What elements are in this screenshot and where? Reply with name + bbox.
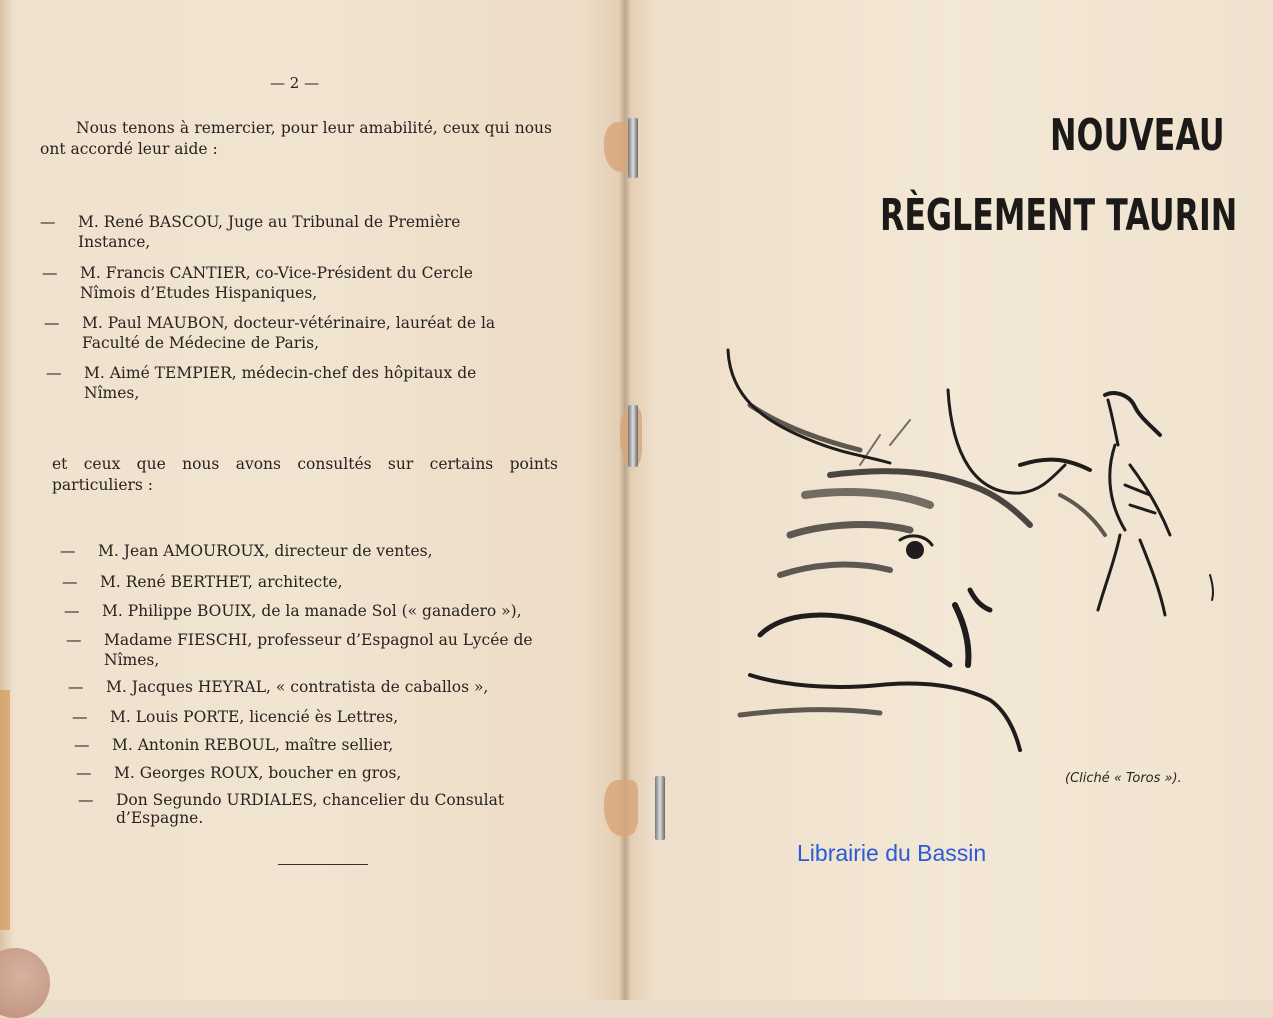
bull-illustration: [720, 345, 1220, 760]
staple-top: [628, 118, 638, 178]
title-line-1: NOUVEAU: [1050, 110, 1225, 161]
title-line-2: RÈGLEMENT TAURIN: [880, 190, 1238, 241]
staple-bottom: [655, 776, 665, 840]
section-divider: [278, 864, 368, 865]
staple-middle: [628, 405, 638, 467]
page-number: — 2 —: [270, 74, 320, 92]
page-edge: [0, 690, 10, 930]
right-page: [625, 0, 1273, 1000]
thumb: [0, 948, 50, 1018]
image-caption: (Cliché « Toros »).: [1065, 771, 1182, 786]
acknowledgement-intro: Nous tenons à remercier, pour leur amabilité, ceux qui nous ont accordé leur aide :: [40, 119, 552, 158]
torn-paper: [604, 780, 638, 836]
bookseller-watermark: Librairie du Bassin: [797, 840, 987, 866]
left-page: — 2 — Nous tenons à remercier, pour leur amabilité, ceux qui nous ont accordé leur aide : — M. René BASCOU, Juge au Tribunal de Première Instance, — M. Francis CANTIER, co-Vice-Président du Cercle Nîmois d’Etudes Hispaniques, — M. Paul MAUBON, docteur-vétérinaire, lauréat de la Faculté de Médecine de Paris, — M. Aimé TEMPIER, médecin-chef des hôpitaux de Nîmes, et ceux que nous avons consultés sur certains points particuliers : — M. Jean AMOUROUX, directeur de ventes, — M. René BERTHET, architecte, — M. Philippe BOUIX, de la manade Sol (« ganadero »), — Madame FIESCHI, professeur d’Espagnol au Lycée de Nîmes, — M. Jacques HEYRAL, « contratista de caballos », — M. Louis PORTE, licencié ès Lettres, — M. Antonin REBOUL, maître sellier, — M. Georges ROUX, boucher en gros, — Don Segundo URDIALES, chancelier du Consulat d’Espagne.: [0, 0, 625, 1000]
consulted-intro: et ceux que nous avons consultés sur certains points particuliers :: [52, 455, 558, 494]
